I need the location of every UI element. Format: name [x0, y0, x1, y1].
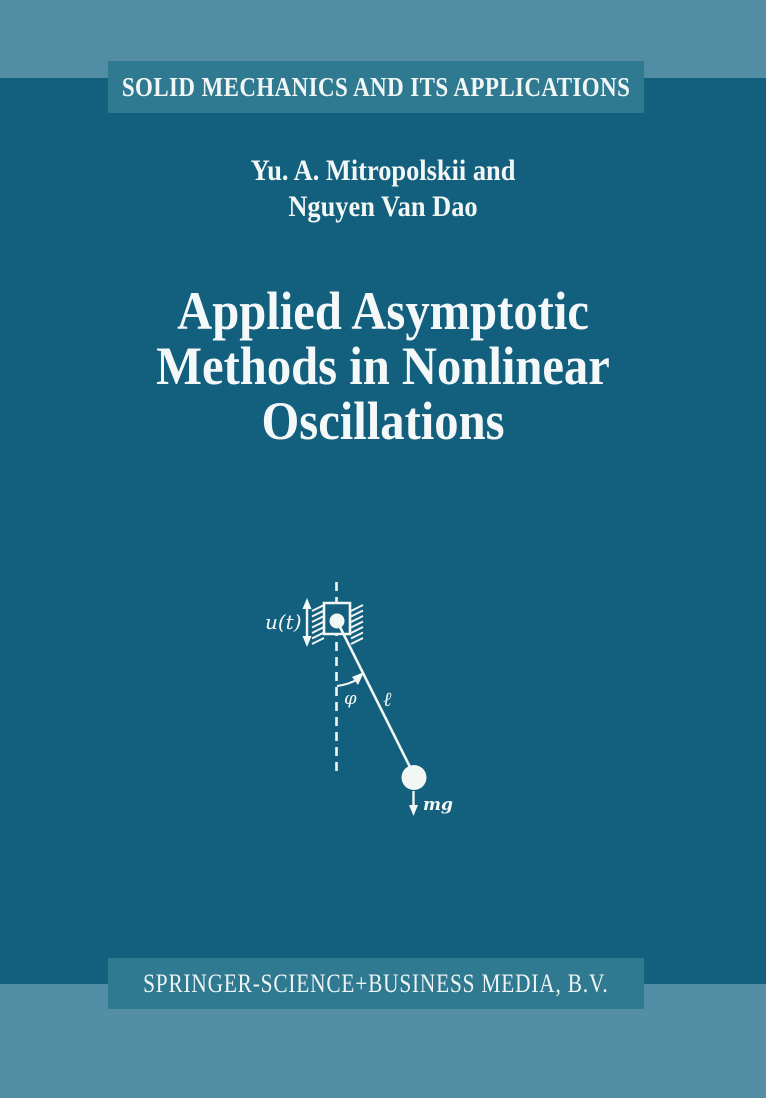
motion-arrow-icon: [303, 598, 312, 647]
publisher-name: SPRINGER-SCIENCE+BUSINESS MEDIA, B.V.: [143, 968, 609, 998]
title-line-3: Oscillations: [261, 391, 505, 451]
gravity-arrow-icon: [409, 791, 418, 816]
series-title: SOLID MECHANICS AND ITS APPLICATIONS: [121, 71, 631, 102]
pendulum-bob: [402, 765, 427, 790]
book-title: [0, 281, 766, 451]
label-phi: φ: [344, 688, 357, 709]
label-mg: mg: [423, 795, 453, 815]
series-title-banner: [108, 61, 644, 113]
author-line-2: Nguyen Van Dao: [288, 190, 478, 223]
label-u-t: u(t): [265, 610, 302, 634]
hatch-left-icon: [312, 605, 324, 644]
angle-arrow-icon: [337, 672, 364, 686]
pendulum-diagram: [250, 570, 480, 820]
pivot-circle: [330, 614, 345, 629]
label-length: ℓ: [383, 687, 392, 711]
hatch-right-icon: [351, 605, 363, 644]
publisher-banner: [108, 958, 644, 1009]
title-line-1: Applied Asymptotic: [177, 281, 589, 341]
authors-block: [0, 153, 766, 225]
title-line-2: Methods in Nonlinear: [156, 336, 610, 396]
author-line-1: Yu. A. Mitropolskii and: [250, 154, 516, 187]
